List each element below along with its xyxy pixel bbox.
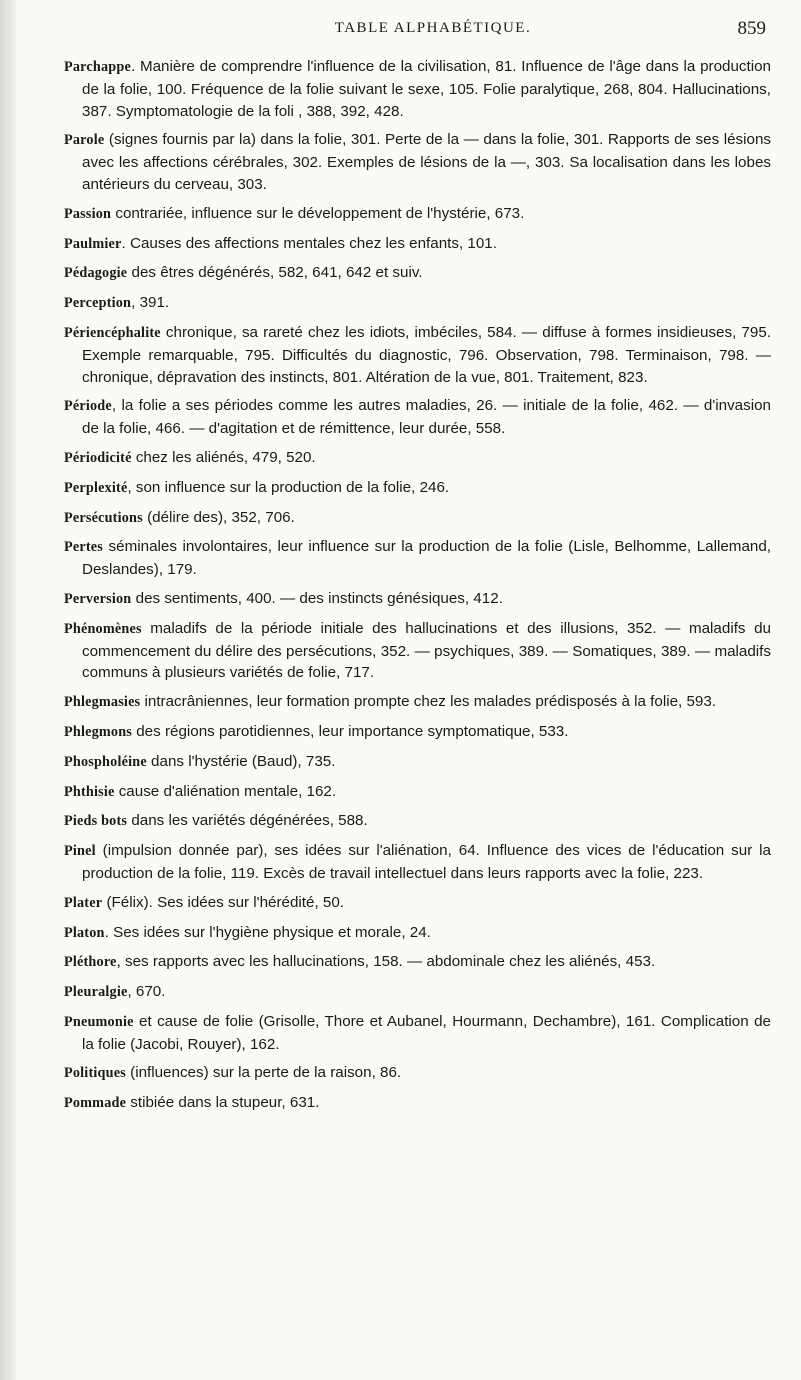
entry-text: et cause de folie (Grisolle, Thore et Aubanel, Hourmann, Dechambre), 161. Complication de la folie (Jacobi, Rouyer), 162. (82, 1012, 771, 1053)
entry-text: maladifs de la période initiale des hallucinations et des illusions, 352. — maladifs du commencement du délire des persécutions, 352. — psychiques, 389. — Somatiques, 389. — maladifs communs à plusieurs variétés de folie, 717. (82, 619, 771, 682)
entry-text: dans l'hystérie (Baud), 735. (146, 752, 336, 770)
entry-headword: Pleuralgie (64, 984, 128, 1001)
index-entry-pertes (64, 536, 771, 581)
entry-headword: Pneumonie (64, 1013, 134, 1030)
entry-headword: Phlegmons (64, 723, 133, 740)
entry-text: dans les variétés dégénérées, 588. (127, 812, 368, 830)
running-title: TABLE ALPHABÉTIQUE. (334, 20, 532, 36)
index-entry-phlegmasies (64, 691, 771, 714)
entry-headword: Pléthore (64, 954, 117, 971)
entry-text: (Félix). Ses idées sur l'hérédité, 50. (102, 893, 345, 911)
index-entry-pedagogie (64, 262, 771, 285)
index-entry-pneumonie (64, 1011, 771, 1056)
entry-text: . Causes des affections mentales chez les enfants, 101. (121, 234, 497, 252)
entry-text: chronique, sa rareté chez les idiots, imbéciles, 584. — diffuse à formes insidieuses, 795. Exemple remarquable, 795. Difficultés du diagnostic, 796. Observation, 798. Terminaison, 798. — chronique, dépravation des instincts, 801. Altération de la vue, 801. Traitement, 823. (82, 323, 771, 386)
entry-headword: Perversion (64, 590, 132, 607)
index-entries (64, 56, 771, 1122)
entry-text: intracrâniennes, leur formation prompte chez les malades prédisposés à la folie, 593. (140, 693, 717, 711)
entry-text: cause d'aliénation mentale, 162. (114, 782, 337, 800)
index-entry-plater (64, 892, 771, 915)
entry-headword: Plater (64, 894, 103, 911)
index-entry-phlegmons (64, 721, 771, 744)
entry-text: , 391. (131, 294, 170, 312)
entry-text: (signes fournis par la) dans la folie, 301. Perte de la — dans la folie, 301. Rapports de ses lésions avec les affections cérébrales, 302. Exemples de lésions de la —, 303. Sa localisation dans les lobes antérieurs du cerveau, 303. (82, 131, 771, 193)
index-entry-perversion (64, 588, 771, 611)
entry-text: , la folie a ses périodes comme les autres maladies, 26. — initiale de la folie, 462. — d'invasion de la folie, 466. — d'agitation et de rémittence, leur durée, 558. (82, 397, 771, 438)
entry-text: chez les aliénés, 479, 520. (131, 448, 316, 466)
entry-headword: Perplexité (64, 479, 128, 496)
entry-headword: Parole (64, 132, 105, 149)
entry-text: contrariée, influence sur le développement de l'hystérie, 673. (111, 204, 525, 222)
entry-headword: Parchappe (64, 59, 131, 75)
entry-text: , 670. (127, 983, 166, 1001)
entry-headword: Pieds bots (64, 813, 128, 830)
index-entry-passion (64, 203, 771, 226)
index-entry-paulmier (64, 233, 771, 256)
entry-headword: Phospholéine (64, 753, 147, 770)
index-entry-perplexite (64, 477, 771, 500)
entry-headword: Périencéphalite (64, 324, 161, 341)
entry-text: (impulsion donnée par), ses idées sur l'aliénation, 64. Influence des vices de l'éducation sur la production de la folie, 119. Excès de travail intellectuel dans leurs rapports avec la folie, 223. (82, 842, 771, 882)
index-entry-politiques (64, 1062, 771, 1085)
entry-text: des régions parotidiennes, leur importance symptomatique, 533. (132, 722, 569, 740)
index-entry-persecutions (64, 507, 771, 530)
entry-headword: Phlegmasies (64, 694, 141, 711)
entry-headword: Platon (64, 924, 105, 941)
entry-headword: Phthisie (64, 783, 115, 800)
index-entry-periencephalite (64, 322, 771, 388)
page-header (100, 12, 766, 40)
entry-text: stibiée dans la stupeur, 631. (126, 1094, 320, 1112)
page-number: 859 (737, 18, 766, 39)
entry-text: des êtres dégénérés, 582, 641, 642 et suiv. (127, 264, 423, 282)
entry-headword: Pédagogie (64, 265, 128, 282)
entry-text: , ses rapports avec les hallucinations, 158. — abdominale chez les aliénés, 453. (116, 953, 656, 971)
entry-headword: Perception (64, 295, 132, 312)
index-entry-pieds-bots (64, 810, 771, 833)
entry-text: (délire des), 352, 706. (142, 508, 295, 526)
entry-headword: Persécutions (64, 509, 143, 526)
entry-headword: Période (64, 398, 112, 415)
entry-text: des sentiments, 400. — des instincts génésiques, 412. (131, 589, 503, 607)
entry-headword: Paulmier (64, 235, 122, 252)
entry-text: séminales involontaires, leur influence sur la production de la folie (Lisle, Belhomme, Lallemand, Deslandes), 179. (82, 538, 771, 579)
entry-headword: Périodicité (64, 449, 132, 466)
index-entry-pleuralgie (64, 981, 771, 1004)
index-entry-perception (64, 292, 771, 315)
entry-text: . Ses idées sur l'hygiène physique et morale, 24. (104, 923, 431, 941)
entry-headword: Phénomènes (64, 620, 142, 637)
entry-headword: Passion (64, 205, 112, 222)
index-entry-pommade (64, 1092, 771, 1115)
entry-headword: Politiques (64, 1065, 126, 1082)
entry-text: . Manière de comprendre l'influence de la civilisation, 81. Influence de l'âge dans la production de la folie, 100. Fréquence de la folie suivant le sexe, 105. Folie paralytique, 268, 804. Hallucinations, 387. Symptomatologie de la foli , 388, 392, 428. (82, 58, 771, 120)
entry-headword: Pommade (64, 1095, 127, 1112)
index-entry-plethore (64, 951, 771, 974)
index-entry-platon (64, 922, 771, 945)
entry-text: , son influence sur la production de la folie, 246. (127, 478, 450, 496)
index-entry-phospholeine (64, 751, 771, 774)
index-entry-parchappe (64, 56, 771, 122)
index-entry-parole (64, 129, 771, 195)
entry-text: (influences) sur la perte de la raison, 86. (125, 1064, 402, 1082)
binding-edge (0, 0, 16, 1380)
index-entry-phenomenes (64, 618, 771, 684)
index-entry-pinel (64, 840, 771, 885)
index-entry-phthisie (64, 781, 771, 804)
entry-headword: Pertes (64, 539, 104, 556)
index-entry-periode (64, 395, 771, 440)
index-entry-periodicite (64, 447, 771, 470)
entry-headword: Pinel (64, 843, 96, 860)
